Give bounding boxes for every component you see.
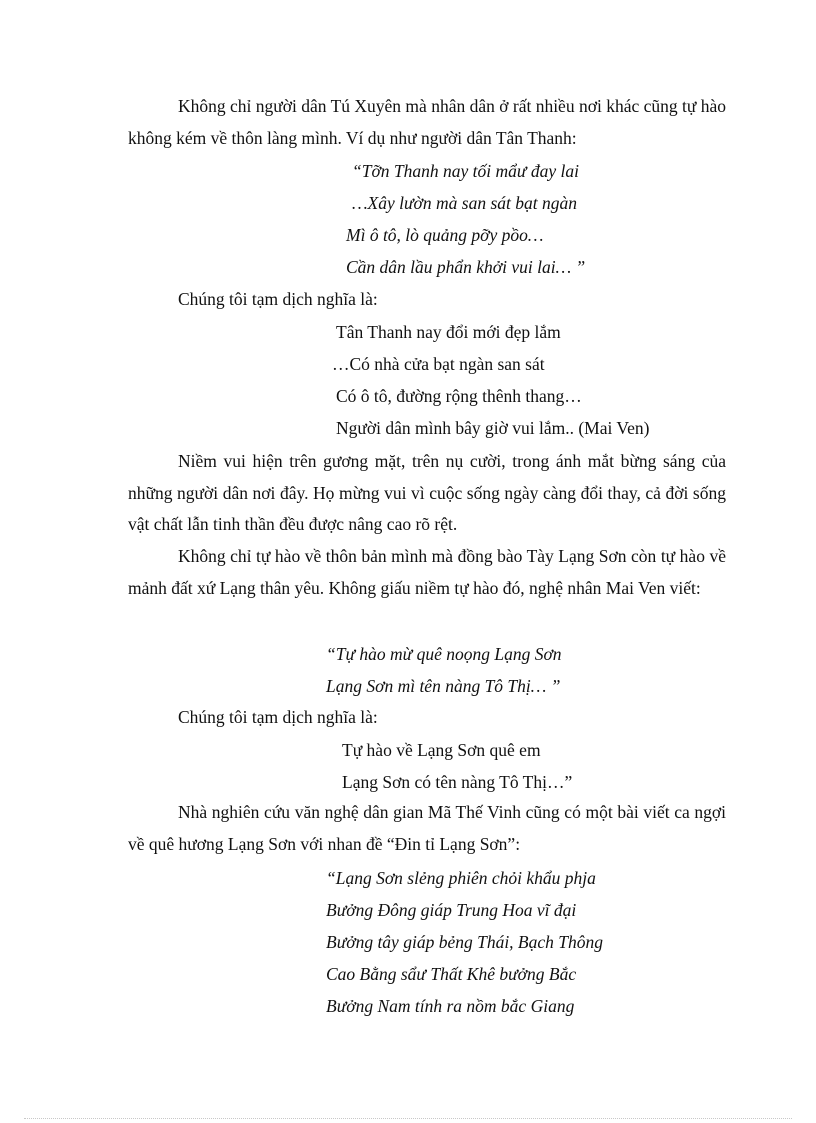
verse-line: Bưởng tây giáp bẻng Thái, Bạch Thông: [326, 932, 603, 952]
verse-din-ti-lang-son: [326, 862, 603, 1022]
verse-line: Lạng Sơn mì tên nàng Tô Thị… ”: [326, 676, 561, 696]
verse-viet-tan-thanh: [332, 316, 650, 444]
verse-line: Cao Bằng sẩư Thất Khê bưởng Bắc: [326, 964, 577, 984]
verse-line: Tân Thanh nay đổi mới đẹp lắm: [336, 322, 561, 342]
verse-line: Bưởng Đông giáp Trung Hoa vĩ đại: [326, 900, 577, 920]
verse-line: …Có nhà cửa bạt ngàn san sát: [332, 354, 545, 374]
verse-line: “Tỡn Thanh nay tối mẩư đay lai: [352, 161, 579, 181]
paragraph-2: Niềm vui hiện trên gương mặt, trên nụ cười, trong ánh mắt bừng sáng của những người dân nơi đây. Họ mừng vui vì cuộc sống ngày càng đổi thay, cả đời sống vật chất lẫn tinh thần đều được nâng cao rõ rệt.: [128, 451, 726, 534]
verse-line: Có ô tô, đường rộng thênh thang…: [336, 386, 582, 406]
verse-line: “Lạng Sơn slẻng phiên chỏi khẩu phja: [326, 868, 596, 888]
verse-tay-lang-son: [326, 638, 562, 702]
verse-line: “Tự hào mừ quê noọng Lạng Sơn: [326, 644, 562, 664]
paragraph-1: Không chỉ người dân Tú Xuyên mà nhân dân ở rất nhiều nơi khác cũng tự hào không kém về thôn làng mình. Ví dụ như người dân Tân Thanh:: [128, 96, 726, 148]
verse-line: Bưởng Nam tính ra nồm bắc Giang: [326, 996, 575, 1016]
verse-line: Người dân mình bây giờ vui lắm.. (Mai Ven): [336, 418, 650, 438]
verse-line: Mì ô tô, lò quảng pỡy pồo…: [346, 225, 544, 245]
verse-line: Lạng Sơn có tên nàng Tô Thị…”: [342, 772, 573, 792]
translation-intro-1: Chúng tôi tạm dịch nghĩa là:: [178, 289, 378, 309]
verse-line: …Xây lườn mà san sát bạt ngàn: [352, 193, 577, 213]
page-bottom-divider: [24, 1118, 792, 1119]
verse-line: Cần dân lầu phẩn khởi vui lai… ”: [346, 257, 586, 277]
verse-viet-lang-son: [342, 734, 572, 798]
verse-line: Tự hào về Lạng Sơn quê em: [342, 740, 541, 760]
paragraph-4: Nhà nghiên cứu văn nghệ dân gian Mã Thế Vinh cũng có một bài viết ca ngợi về quê hương Lạng Sơn với nhan đề “Đin tỉ Lạng Sơn”:: [128, 802, 726, 854]
paragraph-3: Không chỉ tự hào về thôn bản mình mà đồng bào Tày Lạng Sơn còn tự hào về mảnh đất xứ Lạng thân yêu. Không giấu niềm tự hào đó, nghệ nhân Mai Ven viết:: [128, 546, 726, 598]
verse-tay-tan-thanh: [346, 155, 586, 283]
translation-intro-2: Chúng tôi tạm dịch nghĩa là:: [178, 707, 378, 727]
